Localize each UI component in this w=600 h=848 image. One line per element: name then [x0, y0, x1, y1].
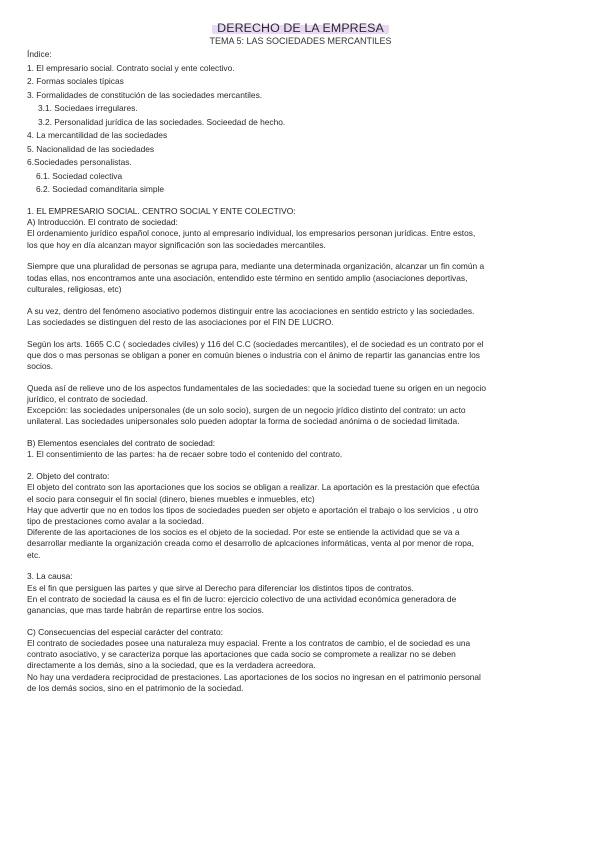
paragraph-line: 1. El consentimiento de las partes: ha de recaer sobre todo el contenido del contrato. — [27, 449, 343, 460]
paragraph-line: Diferente de las aportaciones de los socios es el objeto de la sociedad. Por este se entiende la actividad que se va a — [27, 527, 460, 538]
spacer — [27, 461, 574, 472]
paragraph-line: A su vez, dentro del fenómeno asociativo podemos distinguir entre las acociaciones en sentido estricto y las sociedades. — [27, 305, 475, 316]
paragraph-line: Las sociedades se distinguen del resto de las asociaciones por el FIN DE LUCRO. — [27, 316, 334, 327]
paragraph-line: ganancias, que mas tarde habrán de repartirse entre los socios. — [27, 605, 264, 616]
toc-item: 3. Formalidades de constitución de las sociedades mercantiles. — [27, 89, 263, 100]
page-subtitle: TEMA 5: LAS SOCIEDADES MERCANTILES — [209, 36, 392, 47]
paragraph-line: Hay que advertir que no en todos los tipos de sociedades pueden ser objeto e aportación el trabajo o los servicios , u otro — [27, 504, 479, 515]
paragraph-line: de los demás socios, sino en el patrimonio de la sociedad. — [27, 682, 244, 693]
toc-item: 5. Nacionalidad de las sociedades — [27, 143, 155, 154]
element-heading-causa: 3. La causa: — [27, 571, 73, 582]
toc-heading: Índice: — [27, 49, 52, 60]
paragraph-line: Según los arts. 1665 C.C ( sociedades civiles) y 116 del C.C (sociedades mercantiles), el de sociedad es un contrato por el — [27, 338, 484, 349]
page-title: DERECHO DE LA EMPRESA — [212, 20, 389, 35]
spacer — [27, 616, 574, 627]
toc-subitem: 3.2. Personalidad jurídica de las sociedades. Socieedad de hecho. — [38, 116, 286, 127]
subsection-heading-c: C) Consecuencias del especial carácter del contrato: — [27, 626, 223, 637]
paragraph-line: que dos o mas personas se obligan a poner en comuún bienes o industria con el ánimo de repartir las ganancias entre los — [27, 349, 480, 360]
toc-subitem: 3.1. Sociedaes irregulares. — [38, 103, 138, 114]
paragraph-line: jurídico, el contrato de sociedad. — [27, 394, 148, 405]
toc-subitem: 6.2. Sociedad comanditaria simple — [36, 184, 165, 195]
spacer — [27, 295, 574, 306]
paragraph-line: socios. — [27, 361, 54, 372]
spacer — [27, 251, 574, 262]
section-1 — [27, 206, 574, 694]
section-heading: 1. EL EMPRESARIO SOCIAL. CENTRO SOCIAL Y ENTE COLECTIVO: — [27, 206, 296, 216]
element-heading-objeto: 2. Objeto del contrato: — [27, 471, 110, 482]
paragraph-line: todas ellas, nos encontramos ante una asociación, entendido este término en sentido amplio (asociaciones deportivas, — [27, 272, 468, 283]
toc-item: 4. La mercantilidad de las sociedades — [27, 130, 168, 141]
toc-subitem: 6.1. Sociedad colectiva — [36, 170, 123, 181]
paragraph-line: El contrato de sociedades posee una naturaleza muy espacial. Frente a los contratos de cambio, el de sociedad es una — [27, 638, 471, 649]
paragraph-line: el socio para conseguir el fin social (dinero, bienes muebles e inmuebles, etc) — [27, 493, 315, 504]
spacer — [27, 561, 574, 572]
toc-item: 6.Sociedades personalistas. — [27, 157, 132, 168]
spacer — [27, 428, 574, 439]
paragraph-line: unilateral. Las sociedades unipersonales solo pueden adoptar la forma de sociedad anónima o de sociedad limitada. — [27, 416, 460, 427]
paragraph-line: tipo de prestaciones como avalar a la sociedad. — [27, 516, 204, 527]
paragraph-line: desarrollar mediante la organización creada como el desarrollo de aplcaciones informáticas, venta al por menor de ropa, — [27, 538, 474, 549]
subsection-heading-b: B) Elementos esenciales del contrato de sociedad: — [27, 438, 216, 449]
paragraph-line: Siempre que una pluralidad de personas se agrupa para, mediante una determinada organización, alcanzar un fin común a — [27, 261, 485, 272]
paragraph-line: culturales, religiosas, etc) — [27, 283, 122, 294]
paragraph-line: directamente a los demás, sino a la sociedad, que es la verdadera acreedora. — [27, 660, 316, 671]
toc-item: 2. Formas sociales típicas — [27, 76, 124, 87]
paragraph-line: Queda así de relieve uno de los aspectos fundamentales de las sociedades: que la sociedad tuene su origen en un negocio — [27, 382, 487, 393]
title-block — [27, 20, 574, 35]
spacer — [27, 328, 574, 339]
paragraph-line: etc. — [27, 549, 41, 560]
paragraph-line: No hay una verdadera reciprocidad de prestaciones. Las aportaciones de los socios no ingresan en el patrimonio personal — [27, 671, 481, 682]
paragraph-line: contrato asociativo, y se caracteriza porque las aportaciones que cada socio se compromete a realizar no se deben — [27, 649, 456, 660]
paragraph-line: El objeto del contrato son las aportaciones que los socios se obligan a realizar. La aportación es la prestación que efectúa — [27, 482, 480, 493]
paragraph-line: El ordenamiento jurídico español conoce, junto al empresario individual, los empresarios personan jurídicas. Entre estos, — [27, 228, 476, 239]
toc-item: 1. El empresario social. Contrato social y ente colectivo. — [27, 62, 235, 73]
table-of-contents — [27, 49, 574, 195]
spacer — [27, 372, 574, 383]
subsection-heading-a: A) Introducción. El contrato de sociedad: — [27, 217, 178, 228]
paragraph-line: En el contrato de sociedad la causa es el fin de lucro: ejercicio colectivo de una actividad económica generadora de — [27, 593, 457, 604]
paragraph-line: los que hoy en día alcanzan mayor significación son las sociedades mercantiles. — [27, 239, 326, 250]
spacer — [27, 195, 574, 206]
paragraph-line: Excepción: las sociedades unipersonales (de un solo socio), surgen de un negocio jrídico distinto del contrato: un acto — [27, 405, 466, 416]
paragraph-line: Es el fin que persiguen las partes y que sirve al Derecho para diferenciar los distintos tipos de contratos. — [27, 582, 414, 593]
